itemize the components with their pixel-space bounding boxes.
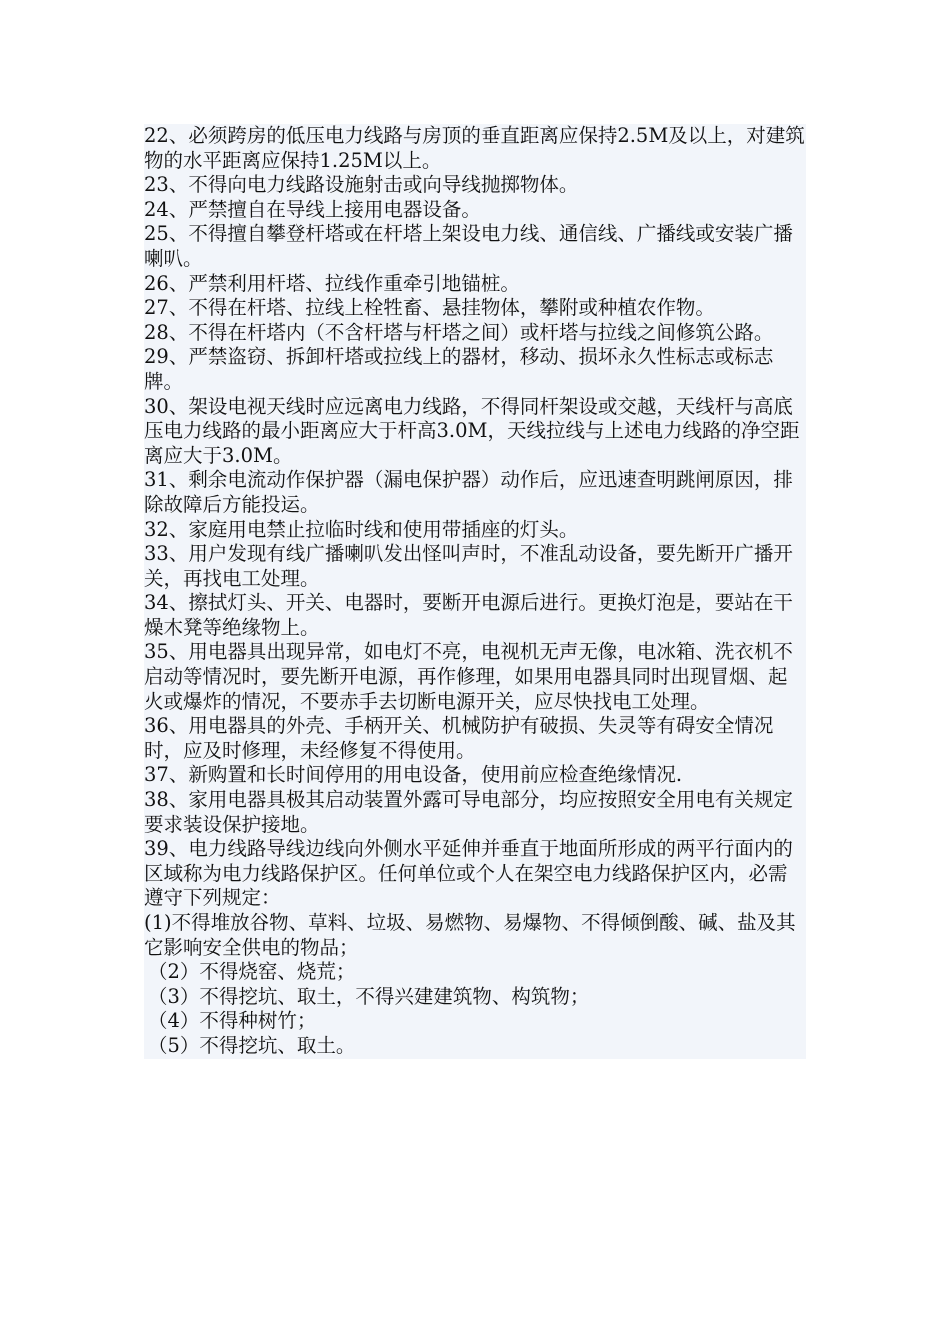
rule-item-4: （4）不得种树竹；	[148, 1009, 317, 1033]
paragraph-33: 33、用户发现有线广播喇叭发出怪叫声时，不准乱动设备，要先断开广播开关，再找电工处理。	[144, 542, 793, 590]
paragraph-22: 22、必须跨房的低压电力线路与房顶的垂直距离应保持2.5M及以上，对建筑物的水平距离应保持1.25M以上。	[144, 124, 805, 172]
rule-item-1: (1)不得堆放谷物、草料、垃圾、易燃物、易爆物、不得倾倒酸、碱、盐及其它影响安全供电的物品；	[144, 911, 796, 959]
paragraph-24: 24、严禁擅自在导线上接用电器设备。	[144, 197, 481, 221]
rule-item-3: （3）不得挖坑、取土，不得兴建建筑物、构筑物；	[148, 984, 590, 1008]
rule-item-2: （2）不得烧窑、烧荒；	[148, 960, 356, 984]
paragraph-31: 31、剩余电流动作保护器（漏电保护器）动作后，应迅速查明跳闸原因，排除故障后方能投运。	[144, 468, 793, 516]
paragraph-30: 30、架设电视天线时应远离电力线路，不得同杆架设或交越，天线杆与高底压电力线路的最小距离应大于杆高3.0M，天线拉线与上述电力线路的净空距离应大于3.0M。	[144, 394, 800, 467]
paragraph-36: 36、用电器具的外壳、手柄开关、机械防护有破损、失灵等有碍安全情况时，应及时修理，未经修复不得使用。	[144, 714, 774, 762]
paragraph-27: 27、不得在杆塔、拉线上栓牲畜、悬挂物体，攀附或种植农作物。	[144, 296, 715, 320]
paragraph-38: 38、家用电器具极其启动装置外露可导电部分，均应按照安全用电有关规定要求装设保护接地。	[144, 788, 793, 836]
paragraph-28: 28、不得在杆塔内（不含杆塔与杆塔之间）或杆塔与拉线之间修筑公路。	[144, 320, 774, 344]
paragraph-37: 37、新购置和长时间停用的用电设备，使用前应检查绝缘情况.	[144, 763, 683, 787]
paragraph-26: 26、严禁利用杆塔、拉线作重牵引地锚桩。	[144, 271, 520, 295]
paragraph-25: 25、不得擅自攀登杆塔或在杆塔上架设电力线、通信线、广播线或安装广播喇叭。	[144, 222, 793, 270]
paragraph-39: 39、电力线路导线边线向外侧水平延伸并垂直于地面所形成的两平行面内的区域称为电力线路保护区。任何单位或个人在架空电力线路保护区内，必需遵守下列规定：	[144, 837, 793, 910]
text-block	[144, 124, 806, 1059]
paragraph-29: 29、严禁盗窃、拆卸杆塔或拉线上的器材，移动、损坏永久性标志或标志牌。	[144, 345, 774, 393]
paragraph-34: 34、擦拭灯头、开关、电器时，要断开电源后进行。更换灯泡是，要站在干燥木凳等绝缘物上。	[144, 591, 793, 639]
paragraph-23: 23、不得向电力线路设施射击或向导线抛掷物体。	[144, 173, 579, 197]
paragraph-35: 35、用电器具出现异常，如电灯不亮，电视机无声无像，电冰箱、洗衣机不启动等情况时，要先断开电源，再作修理，如果用电器具同时出现冒烟、起火或爆炸的情况，不要赤手去切断电源开关，应尽快找电工处理。	[144, 640, 793, 713]
rule-item-5: （5）不得挖坑、取土。	[148, 1033, 356, 1057]
paragraph-32: 32、家庭用电禁止拉临时线和使用带插座的灯头。	[144, 517, 579, 541]
